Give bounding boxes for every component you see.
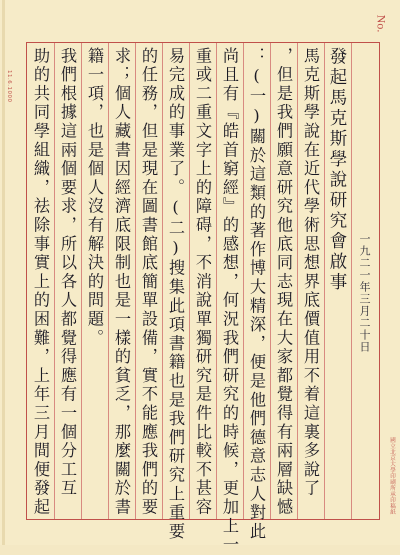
manuscript-grid: [26, 42, 380, 555]
column-c5: [189, 43, 216, 519]
column-text: ，但是我們願意研究他底同志現在大家都覺得有兩層缺憾: [274, 47, 293, 517]
column-c6: [162, 43, 189, 542]
column-c10: [54, 43, 81, 519]
printer-imprint: 國立北京大學印刷所承印稿紙: [389, 437, 395, 515]
column-text: 尚且有『皓首窮經』的感想，何況我們研究的時候，更加上一: [220, 47, 239, 555]
column-c1: [297, 43, 324, 519]
column-text: 發起馬克斯學說研究會啟事: [327, 47, 347, 293]
column-text: 助的共同學組織，祛除事實上的困難，上年三月間便發起: [31, 47, 50, 517]
column-text: 重或二重文字上的障碍，不消說單獨研究是件比較不甚容: [193, 47, 212, 517]
column-c4: [216, 43, 243, 555]
column-text: 我們根據這兩個要求，所以各人都覺得應有一個分工互: [58, 47, 77, 499]
print-code: 11.6.1000: [6, 70, 12, 103]
column-text: 求；個人藏書因經濟底限制也是一樣的貧乏，那麼關於書: [112, 47, 131, 517]
page-number-label: No.: [374, 14, 389, 33]
column-text: 籍一項，也是個人沒有解決的問題。: [85, 47, 104, 348]
page-edge: [2, 0, 5, 545]
column-text: 的任務，但是現在圖書館底簡單設備，實不能應我們的要: [139, 47, 158, 517]
column-text: 馬克斯學說在近代學術思想界底價值用不着這裏多說了: [301, 47, 320, 499]
column-text: 易完成的事業了。(二)搜集此項書籍也是我們研究上重要: [166, 47, 185, 542]
column-title: [324, 43, 351, 519]
column-c3: [243, 43, 270, 542]
column-date: [351, 43, 378, 519]
column-c9: [81, 43, 108, 519]
column-text: ：(一)關於這類的著作博大精深，便是他們德意志人對此: [247, 47, 266, 542]
column-text: 一九二一年三月二十日: [358, 233, 371, 353]
column-c7: [135, 43, 162, 519]
column-c8: [108, 43, 135, 519]
column-c11: [27, 43, 54, 519]
column-c2: [270, 43, 297, 519]
